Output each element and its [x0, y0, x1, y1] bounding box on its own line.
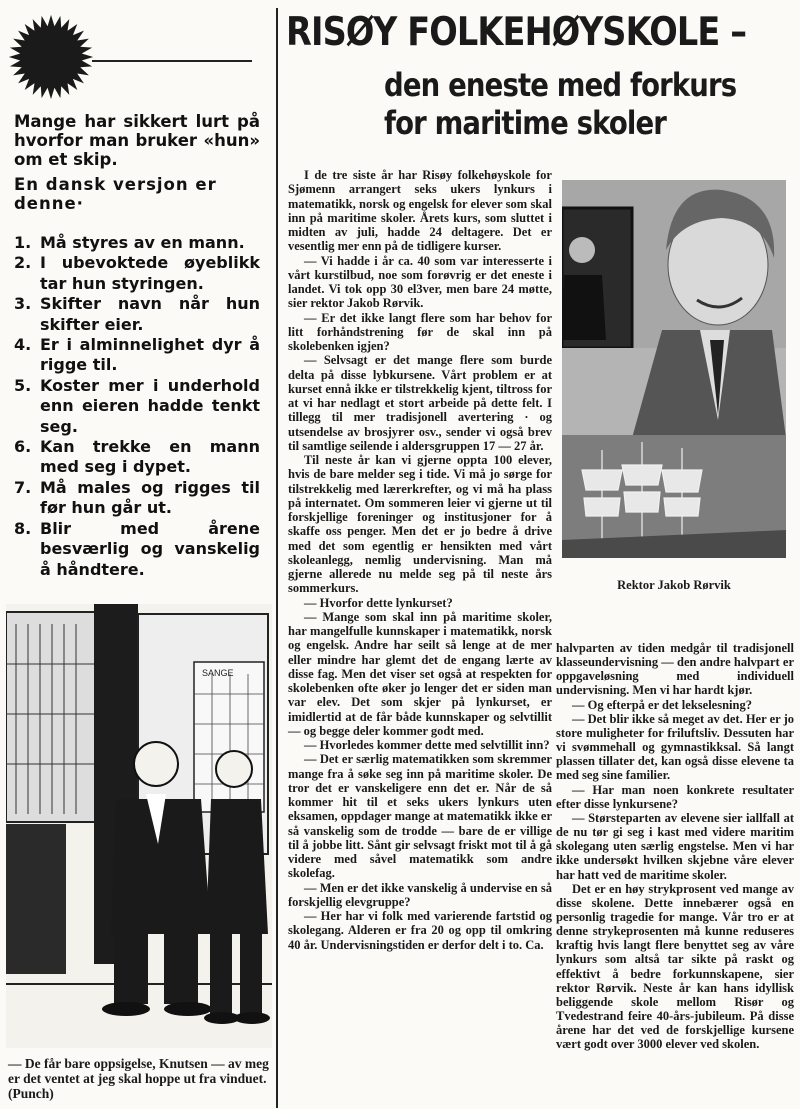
item-number: 6.	[14, 437, 32, 457]
paragraph: — Størsteparten av elevene sier iallfall at de nu tør gi seg i kast med videre maritim skolegang uten særlig engstelse. Men vi har ikke undersøkt hvilken skjebne våre elever har hatt ved de maritime skoler.	[556, 810, 794, 882]
column-divider	[276, 8, 278, 1108]
list-item	[14, 519, 260, 580]
paragraph: — Og efterpå er det lekselesning?	[572, 697, 752, 712]
item-text: Skifter navn når hun skifter eier.	[40, 294, 260, 334]
item-number: 4.	[14, 335, 32, 355]
cartoon-caption: — De får bare oppsigelse, Knutsen — av meg er det ventet at jeg skal hoppe ut fra vinduet. (Punch)	[8, 1056, 269, 1101]
paragraph: — Mange som skal inn på maritime skoler, har mangelfulle kunnskaper i matematikk, norsk og engelsk. Andre har seilt så lenge at de mer eller mindre har glemt det de engang lærte av disse fag. Men det viser set også at respekten for skolebenken ofte øker jo lenger det er siden man var elev. Det som skjer på lynkurset, er imidlertid at de får både kunnskaper og selvtillit — og begge deler kommer godt med.	[288, 609, 552, 738]
joke-list	[14, 233, 260, 580]
item-text: Må styres av en mann.	[40, 233, 245, 252]
item-number: 8.	[14, 518, 32, 538]
item-text: Er i alminnelighet dyr å rigge til.	[40, 335, 260, 375]
cartoon-illustration	[6, 604, 272, 1048]
box-danish-version: En dansk versjon er denne·	[14, 175, 217, 213]
photo-caption: Rektor Jakob Rørvik	[617, 578, 731, 592]
article-column-1	[288, 168, 552, 952]
box-intro: Mange har sikkert lurt på hvorfor man bruker «hun» om et skip.	[14, 112, 260, 169]
subtitle-line: den eneste med forkurs	[384, 66, 737, 104]
starburst-icon	[8, 14, 94, 100]
list-item	[14, 253, 260, 294]
paragraph: I de tre siste år har Risøy folkehøyskole for Sjømenn arrangert seks ukers lynkurs i matematikk, norsk og engelsk for elever som skal inn på maritime skoler. Årets kurs, som sluttet i midten av juli, hadde 24 deltagere. Det er vesentlig mer enn på de tidligere kurser.	[288, 168, 552, 254]
item-number: 7.	[14, 477, 32, 497]
list-item	[14, 437, 260, 478]
article-title: RISØY FOLKEHØYSKOLE –	[286, 10, 747, 55]
paragraph: Til neste år kan vi gjerne oppta 100 elever, hvis de bare melder seg i tide. Vi må jo sørge for tilstrekkelig med lærerkrefter, og vi må ha plass på internatet. Om sommeren leier vi gjerne ut til forskjellige foreninger og institusjoner for å skaffe oss penger. Men det er jo bedre å drive med det som egentlig er hensikten med vårt skoleanlegg, nemlig undervisning. Man må gjerne allerede nu melde seg på til neste års sommerkurs.	[288, 453, 552, 596]
item-text: Koster mer i underhold enn eieren hadde tenkt seg.	[40, 375, 260, 436]
paragraph: — Har man noen konkrete resultater efter disse lynkursene?	[556, 782, 794, 811]
portrait-photo	[562, 180, 786, 558]
paragraph: — Det er særlig matematikken som skremmer mange fra å søke seg inn på maritime skoler. De tror det er vanskeligere enn det er. Når de så kommer hit til et seks ukers lynkurs uten eksamen, oppdager mange at matematikk ikke er så vanskelig som de trodde — bare de er villige til å jobbe litt. Sånt gir selvsagt friskt mot til å gå videre med såvel matematikk som andre skolefag.	[288, 752, 552, 881]
list-item	[14, 478, 260, 519]
header-rule	[92, 60, 252, 62]
ship-joke-box	[14, 112, 260, 580]
paragraph: — Selvsagt er det mange flere som burde delta på disse lybkursene. Vårt problem er at kurset ennå ikke er tilstrekkelig kjent, tiltross for at vi har nedlagt et stort arbeide på dette felt. I tillegg til mer tradisjonell avertering · og utsendelse av brosjyrer osv., sender vi også brev til samtlige seilende i aldersgruppen 17 — 27 år.	[288, 353, 552, 453]
paragraph: — Det blir ikke så meget av det. Her er jo store muligheter for friluftsliv. Dessuten har vi svømmehall og gymnastikksal. Så langt plassen tillater det, kan også disse elevene ta med seg sine familier.	[556, 711, 794, 783]
paragraph: — Hvorfor dette lynkurset?	[304, 595, 453, 610]
item-number: 2.	[14, 253, 32, 273]
item-text: Må males og rigges til før hun går ut.	[40, 477, 260, 518]
item-number: 3.	[14, 294, 32, 314]
paragraph: — Her har vi folk med varierende fartstid og skolegang. Alderen er fra 20 og opp til omkring 40 år. Undervisningstiden er derfor delt i to. Ca.	[288, 909, 552, 952]
item-text: Blir med årene besværlig og vanskelig å håndtere.	[40, 518, 260, 579]
cartoon-sign: SANGE	[202, 668, 234, 678]
paragraph: — Vi hadde i år ca. 40 som var interesserte i vårt kurstilbud, noe som forøvrig er det eneste i landet. Vi tok opp 30 el3ver, men bare 24 møtte, sier rektor Jakob Rørvik.	[288, 253, 552, 311]
item-number: 1.	[14, 233, 32, 252]
list-item	[14, 233, 260, 253]
item-text: Kan trekke en mann med seg i dypet.	[40, 437, 260, 477]
list-item	[14, 376, 260, 437]
list-item	[14, 335, 260, 376]
article-subtitle	[384, 66, 736, 142]
paragraph: Det er en høy strykprosent ved mange av disse skolene. Dette innebærer også en personlig tragedie for mange. Vår tro er at denne strykeprosenten må kunne reduseres kraftig hvis langt flere benyttet seg av våre lynkurs som altså tar sikte på raskt og effektivt å bedre forkunnskapene, sier rektor Rørvik. Neste år kan hans idyllisk beliggende skole mellom Risør og Tvedestrand feire 40-års-jubileum. På disse årene har det ved de forskjellige kursene vært godt over 3000 elever ved skolen.	[556, 881, 794, 1052]
list-item	[14, 294, 260, 335]
item-number: 5.	[14, 375, 32, 395]
paragraph: halvparten av tiden medgår til tradisjonell klasseundervisning — den andre halvpart er oppgaveløsning med individuell undervisning. Men vi har hardt kjør.	[556, 641, 794, 698]
subtitle-line: for maritime skoler	[384, 104, 666, 142]
item-text: I ubevoktede øyeblikk tar hun styringen.	[40, 253, 260, 293]
paragraph: — Er det ikke langt flere som har behov for litt forhåndstrening før de skal inn på skolebenken igjen?	[288, 310, 552, 353]
paragraph: — Men er det ikke vanskelig å undervise en så forskjellig elevgruppe?	[288, 880, 552, 909]
article-column-2	[556, 641, 794, 1052]
paragraph: — Hvorledes kommer dette med selvtillit inn?	[304, 738, 550, 752]
